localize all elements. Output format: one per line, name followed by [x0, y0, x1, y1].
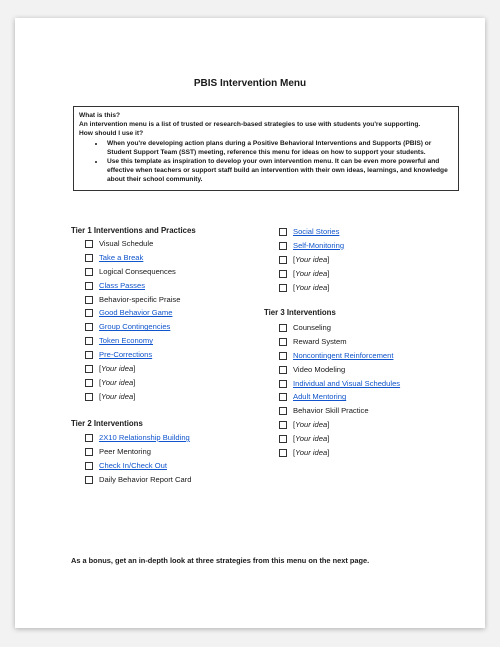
checkbox[interactable] [279, 242, 287, 250]
checklist-item [85, 334, 180, 348]
checklist-item [279, 418, 400, 432]
tier1-list [85, 237, 180, 404]
checklist-item [279, 267, 344, 281]
checklist-item [85, 251, 180, 265]
intervention-label: Daily Behavior Report Card [99, 474, 192, 484]
intervention-label: Peer Mentoring [99, 446, 151, 456]
checklist-item [85, 265, 180, 279]
checkbox[interactable] [85, 379, 93, 387]
checkbox[interactable] [85, 462, 93, 470]
intervention-label: Your idea [295, 434, 328, 444]
tier2-continued-list [279, 225, 344, 294]
intervention-link[interactable]: Class Passes [99, 280, 146, 290]
checklist-item [85, 362, 180, 376]
bracket-close: ] [133, 391, 136, 401]
checklist-item [279, 225, 344, 239]
checkbox[interactable] [85, 240, 93, 248]
intervention-label: Reward System [293, 336, 347, 346]
checklist-item [85, 237, 180, 251]
checklist-item [85, 293, 180, 307]
checklist-item [85, 279, 180, 293]
intervention-label: Your idea [295, 420, 328, 430]
checkbox[interactable] [85, 365, 93, 373]
checkbox[interactable] [85, 351, 93, 359]
tier2-list [85, 431, 191, 487]
checklist-item [279, 363, 400, 377]
intervention-label: Your idea [101, 364, 134, 374]
checkbox[interactable] [279, 270, 287, 278]
tier3-heading: Tier 3 Interventions [264, 308, 336, 317]
intervention-link[interactable]: Social Stories [293, 227, 340, 236]
tier1-heading: Tier 1 Interventions and Practices [71, 226, 196, 235]
intervention-link[interactable]: Group Contingencies [99, 322, 171, 332]
intervention-label: Your idea [295, 282, 328, 292]
intervention-label: Visual Schedule [99, 239, 154, 248]
checkbox[interactable] [85, 268, 93, 276]
document-page [15, 18, 485, 628]
intervention-label: Your idea [295, 448, 328, 458]
checkbox[interactable] [85, 282, 93, 290]
intervention-label: Your idea [101, 391, 134, 401]
checkbox[interactable] [85, 434, 93, 442]
tier2-heading: Tier 2 Interventions [71, 419, 143, 428]
checkbox[interactable] [279, 352, 287, 360]
bracket-close: ] [327, 254, 330, 264]
checkbox[interactable] [85, 254, 93, 262]
checklist-item [85, 473, 191, 487]
intervention-link[interactable]: Good Behavior Game [99, 308, 173, 318]
info-bullet: • Use this template as inspiration to develop your own intervention menu. It can be even more powerful and effective when teachers or support staff build an intervention with their own ideas, learnings, and knowledge about their school community. [105, 157, 453, 185]
intervention-label: Your idea [101, 377, 134, 387]
checklist-item [279, 377, 400, 391]
checklist-item [85, 348, 180, 362]
checkbox[interactable] [279, 324, 287, 332]
checklist-item [279, 253, 344, 267]
bracket-close: ] [327, 268, 330, 278]
intervention-link[interactable]: Check In/Check Out [99, 460, 167, 470]
checkbox[interactable] [85, 309, 93, 317]
info-question-1: What is this? [79, 112, 121, 119]
checkbox[interactable] [85, 476, 93, 484]
checkbox[interactable] [279, 435, 287, 443]
bracket-close: ] [327, 448, 330, 458]
intervention-label: Logical Consequences [99, 266, 176, 276]
checkbox[interactable] [279, 256, 287, 264]
checklist-item [279, 404, 400, 418]
bracket-open: [ [99, 364, 102, 374]
checkbox[interactable] [85, 448, 93, 456]
intervention-link[interactable]: 2X10 Relationship Building [99, 433, 190, 442]
checkbox[interactable] [279, 366, 287, 374]
bracket-open: [ [293, 434, 296, 444]
checkbox[interactable] [279, 284, 287, 292]
checklist-item [85, 431, 191, 445]
checkbox[interactable] [279, 449, 287, 457]
checklist-item [279, 446, 400, 460]
intervention-label: Your idea [295, 254, 328, 264]
bracket-close: ] [327, 282, 330, 292]
checklist-item [85, 376, 180, 390]
checkbox[interactable] [279, 228, 287, 236]
intervention-label: Behavior Skill Practice [293, 406, 369, 416]
checkbox[interactable] [279, 393, 287, 401]
bracket-open: [ [99, 377, 102, 387]
checkbox[interactable] [85, 393, 93, 401]
intervention-link[interactable]: Adult Mentoring [293, 392, 347, 402]
checklist-item [279, 390, 400, 404]
bracket-open: [ [293, 282, 296, 292]
intervention-label: Counseling [293, 323, 331, 332]
bracket-open: [ [293, 254, 296, 264]
info-answer-1: An intervention menu is a list of trusted or research-based strategies to use with students you're supporting. [79, 121, 421, 129]
checkbox[interactable] [279, 421, 287, 429]
bracket-open: [ [293, 448, 296, 458]
checkbox[interactable] [85, 337, 93, 345]
checklist-item [279, 281, 344, 295]
checkbox[interactable] [85, 323, 93, 331]
checkbox[interactable] [279, 338, 287, 346]
bonus-note: As a bonus, get an in-depth look at three strategies from this menu on the next page. [71, 556, 370, 565]
checkbox[interactable] [85, 296, 93, 304]
bracket-close: ] [133, 377, 136, 387]
checklist-item [279, 321, 400, 335]
checklist-item [279, 335, 400, 349]
checkbox[interactable] [279, 380, 287, 388]
checklist-item [279, 239, 344, 253]
intervention-label: Your idea [295, 268, 328, 278]
bracket-open: [ [99, 391, 102, 401]
checklist-item [85, 390, 180, 404]
info-bullet: • When you're developing action plans during a Positive Behavioral Interventions and Supports (PBIS) or Student Support Team (SST) meeting, reference this menu for ideas on how to support your students. [105, 139, 453, 157]
intervention-link[interactable]: Individual and Visual Schedules [293, 378, 401, 388]
checklist-item [279, 432, 400, 446]
checkbox[interactable] [279, 407, 287, 415]
bracket-close: ] [327, 434, 330, 444]
checklist-item [279, 349, 400, 363]
intervention-link[interactable]: Self-Monitoring [293, 240, 345, 250]
intervention-link[interactable]: Noncontingent Reinforcement [293, 350, 394, 360]
bracket-close: ] [327, 420, 330, 430]
tier3-list [279, 321, 400, 460]
bracket-open: [ [293, 420, 296, 430]
intervention-link[interactable]: Pre-Corrections [99, 350, 153, 360]
info-question-2: How should I use it? [79, 130, 144, 138]
intervention-link[interactable]: Token Economy [99, 336, 154, 346]
intervention-link[interactable]: Take a Break [99, 252, 144, 262]
bracket-close: ] [133, 364, 136, 374]
page-title: PBIS Intervention Menu [193, 78, 307, 89]
intervention-label: Video Modeling [293, 364, 346, 374]
info-bullets [79, 139, 453, 185]
info-box [73, 106, 459, 191]
checklist-item [85, 445, 191, 459]
checklist-item [85, 320, 180, 334]
checklist-item [85, 306, 180, 320]
intervention-label: Behavior-specific Praise [99, 294, 181, 304]
bracket-open: [ [293, 268, 296, 278]
checklist-item [85, 459, 191, 473]
